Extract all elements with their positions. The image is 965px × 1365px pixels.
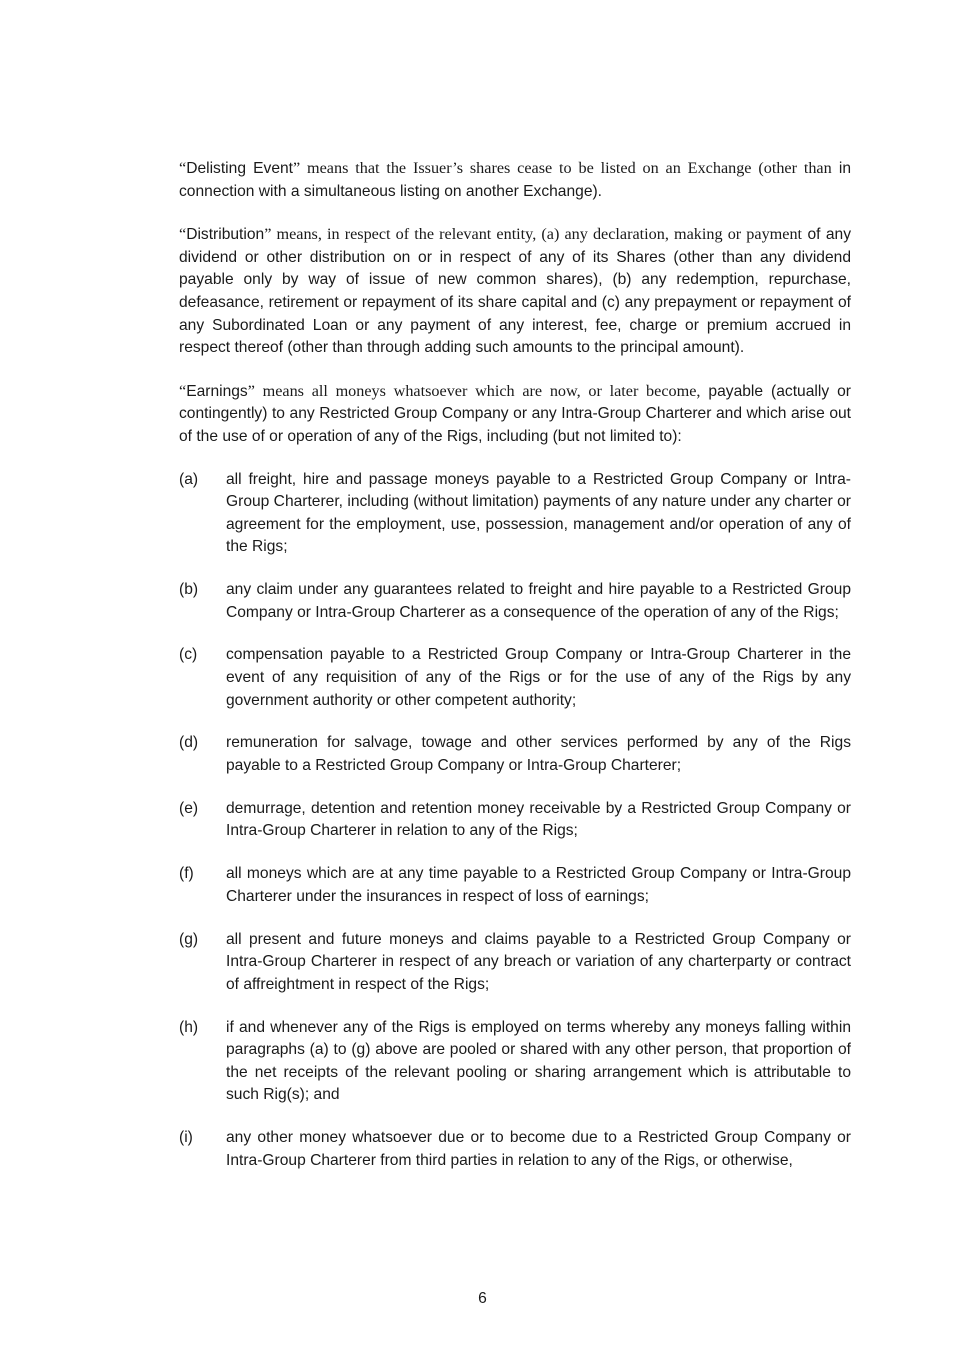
list-item-text: demurrage, detention and retention money receivable by a Restricted Group Company or Intra-Group Charterer in relation to any of the Rigs;	[226, 799, 851, 840]
list-item	[179, 579, 851, 624]
definition-delisting-event	[179, 157, 851, 203]
page-number: 6	[478, 1290, 487, 1307]
list-item-label: (g)	[179, 930, 199, 948]
list-item	[179, 929, 851, 997]
definition-earnings	[179, 380, 851, 449]
list-item-text: compensation payable to a Restricted Group Company or Intra-Group Charterer in the event of any requisition of any of the Rigs or for the use of any of the Rigs by any government authority or other competent authority;	[226, 646, 851, 709]
list-item-text: any other money whatsoever due or to become due to a Restricted Group Company or Intra-Group Charterer from third parties in relation to any of the Rigs, or otherwise,	[226, 1129, 851, 1169]
list-item	[179, 1017, 851, 1107]
list-item-label: (d)	[179, 734, 199, 752]
definition-lead-text: ” means that the Issuer’s shares cease to be listed on an Exchange (other than	[293, 159, 832, 177]
definition-text: in connection with a simultaneous listing on another Exchange).	[179, 160, 851, 200]
list-item-text: all moneys which are at any time payable to a Restricted Group Company or Intra-Group Charterer under the insurances in respect of loss of earnings;	[226, 865, 851, 905]
document-page-body	[179, 157, 851, 1192]
open-quote: “	[179, 381, 187, 400]
list-item	[179, 863, 851, 908]
list-item-label: (i)	[179, 1129, 193, 1147]
list-item	[179, 1127, 851, 1172]
list-item-text: if and whenever any of the Rigs is employed on terms whereby any moneys falling within paragraphs (a) to (g) above are pooled or shared with any other person, that proportion of the net receipts of the relevant pooling or sharing arrangement which is attributable to such Rig(s); and	[226, 1018, 851, 1104]
open-quote: “	[179, 225, 187, 244]
list-item-label: (a)	[179, 470, 199, 488]
definition-lead-text: ” means all moneys whatsoever which are now, or later become,	[247, 381, 701, 400]
list-item-text: all present and future moneys and claims payable to a Restricted Group Company or Intra-Group Charterer in respect of any breach or variation of any charterparty or contract of affreightment in respect of the Rigs;	[226, 930, 851, 993]
list-item-text: all freight, hire and passage moneys payable to a Restricted Group Company or Intra-Group Charterer, including (without limitation) payments of any nature under any charter or agreement for the employment, use, possession, management and/or operation of any of the Rigs;	[226, 470, 851, 556]
list-item	[179, 644, 851, 712]
list-item-label: (c)	[179, 646, 198, 664]
definition-distribution	[179, 223, 851, 360]
definition-lead-text: ” means, in respect of the relevant entity, (a) any declaration, making or payment	[264, 225, 803, 244]
definition-text: of any dividend or other distribution on or in respect of any of its Shares (other than any dividend payable only by way of issue of new common shares), (b) any redemption, repurchase, defeasance, retirement or repayment of its share capital and (c) any prepayment or repayment of any Subordinated Loan or any payment of any interest, fee, charge or premium accrued in respect thereof (other than through adding such amounts to the principal amount).	[179, 226, 852, 357]
definition-text: payable (actually or contingently) to any Restricted Group Company or any Intra-Group Charterer and which arise out of the use of or operation of any of the Rigs, including (but not limited to):	[179, 382, 851, 445]
list-item-label: (f)	[179, 865, 194, 883]
list-item-text: remuneration for salvage, towage and other services performed by any of the Rigs payable to a Restricted Group Company or Intra-Group Charterer;	[226, 734, 851, 775]
list-item-label: (h)	[179, 1018, 199, 1036]
list-item	[179, 798, 851, 843]
list-item-label: (b)	[179, 581, 199, 599]
earnings-list	[179, 469, 851, 1173]
defined-term: Delisting Event	[186, 160, 293, 177]
defined-term: Earnings	[186, 382, 248, 400]
list-item	[179, 732, 851, 777]
list-item	[179, 469, 851, 559]
open-quote: “	[179, 159, 187, 177]
list-item-text: any claim under any guarantees related to freight and hire payable to a Restricted Group Company or Intra-Group Charterer as a consequence of the operation of any of the Rigs;	[226, 581, 851, 621]
list-item-label: (e)	[179, 799, 199, 817]
defined-term: Distribution	[186, 226, 265, 244]
